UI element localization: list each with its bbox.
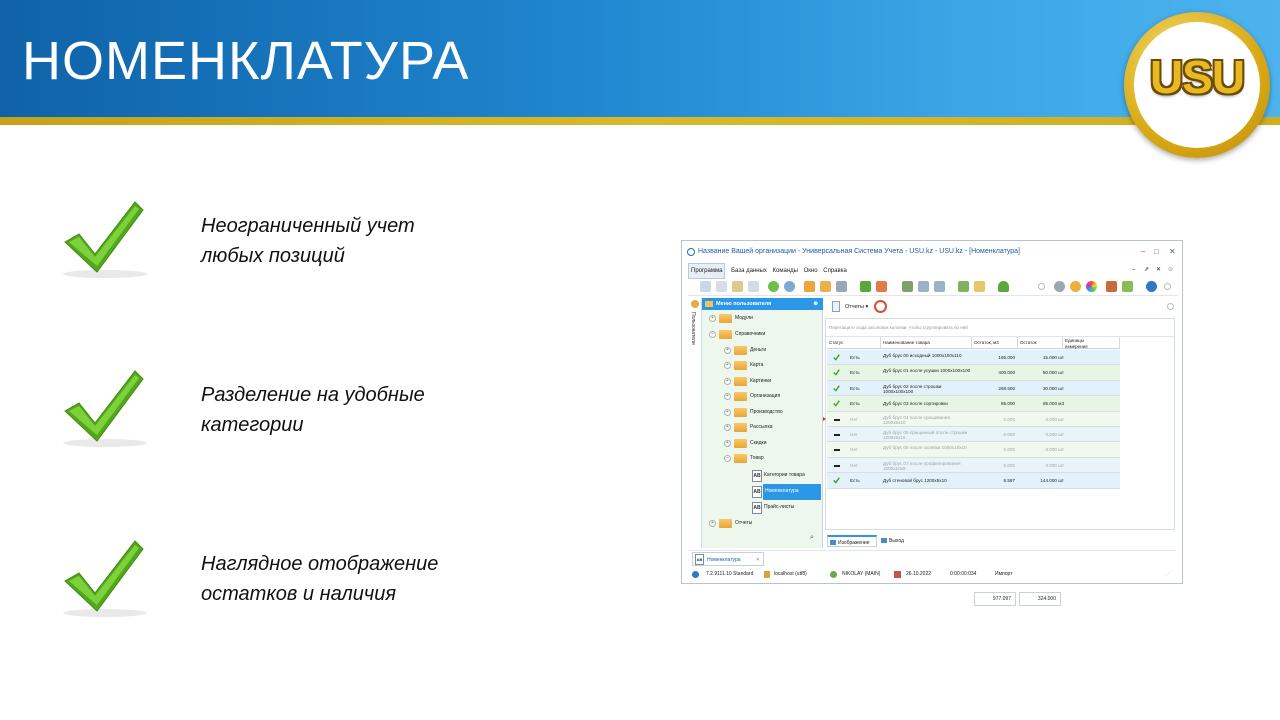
balance-cell: 30.000 шт — [1042, 385, 1064, 391]
tab-exit-label: Выход — [889, 538, 904, 544]
tree-item-directories[interactable] — [702, 327, 823, 343]
folder-icon — [719, 314, 732, 323]
name-cell: Дуб брус 02 после строшки 1000х100х100 — [883, 383, 942, 394]
status-action: Импорт — [995, 571, 1013, 577]
export-icon[interactable] — [902, 281, 913, 292]
status-label: Нет — [850, 462, 858, 468]
copy-icon[interactable] — [716, 281, 727, 292]
expand-icon: + — [724, 409, 731, 416]
tree-item-label: Деньги — [750, 347, 767, 353]
tree-item-label: Номенклатура — [763, 484, 821, 500]
status-label: Нет — [850, 447, 858, 453]
name-cell: Дуб стеновой брус 1200х5х10 — [883, 478, 947, 484]
info-icon — [692, 571, 699, 578]
table-row[interactable] — [827, 365, 1120, 380]
report-doc-icon: AB — [752, 502, 762, 514]
database-icon — [764, 571, 770, 578]
dash-icon — [834, 434, 840, 436]
col-volume-label: Остаток, м3 — [974, 340, 999, 345]
check-icon — [57, 367, 153, 453]
col-balance[interactable] — [1018, 337, 1063, 349]
status-label: Есть — [850, 401, 860, 407]
resize-grip-icon[interactable]: ⋰ — [1166, 571, 1171, 577]
table-row[interactable] — [827, 427, 1120, 442]
status-version: 7.2.9111.10 Standard — [706, 571, 754, 577]
table-row[interactable] — [827, 350, 1120, 365]
volume-cell: 0.000 — [1003, 416, 1015, 422]
flag-icon[interactable] — [860, 281, 871, 292]
tree-item-reports[interactable] — [702, 516, 823, 532]
window-titlebar — [682, 241, 1182, 263]
image-icon — [830, 540, 836, 545]
toggle-icon[interactable] — [1038, 283, 1045, 290]
filter-edit-icon[interactable] — [820, 281, 831, 292]
refresh-icon[interactable] — [768, 281, 779, 292]
collapse-panel-icon[interactable] — [1167, 303, 1174, 310]
expand-icon: + — [709, 520, 716, 527]
status-bar — [688, 568, 1176, 581]
logo-text: USU — [1149, 51, 1245, 103]
menu-window[interactable]: Окно — [803, 268, 818, 274]
status-database: localhost (utf8) — [774, 571, 807, 577]
bullet-2-line-2: категории — [201, 414, 304, 436]
bullet-3 — [201, 549, 501, 609]
menu-help[interactable]: Справка — [823, 268, 847, 274]
tree-item-nomenclature[interactable] — [702, 484, 823, 500]
user-menu-title: Меню пользователя — [716, 301, 772, 307]
balance-cell: 15.000 шт — [1042, 355, 1064, 360]
note-icon[interactable] — [974, 281, 985, 292]
collapse-icon: – — [709, 331, 716, 338]
check-mark-icon — [833, 385, 840, 392]
status-cell — [827, 365, 881, 380]
palette-icon[interactable] — [1086, 281, 1097, 292]
folder-icon — [734, 408, 747, 417]
volume-cell: 400.000 — [998, 370, 1015, 376]
bullet-1-line-1: Неограниченный учет — [201, 215, 415, 237]
tree-search-icon[interactable]: ⌕ — [810, 534, 814, 541]
group-panel-hint: Перетащите сюда заголовок колонки, чтобы сгруппировать по ней — [826, 319, 1174, 337]
status-cell — [827, 473, 881, 488]
tree-item-label: Рассылка — [750, 424, 773, 430]
volume-cell: 0.000 — [1003, 447, 1015, 453]
expand-icon: + — [724, 393, 731, 400]
folder-icon — [719, 330, 732, 339]
col-status-label: Статус — [829, 340, 844, 345]
edit-icon[interactable] — [732, 281, 743, 292]
balance-cell: 50.000 шт — [1042, 370, 1064, 376]
volume-cell: 165.000 — [998, 355, 1015, 360]
expand-icon: + — [724, 362, 731, 369]
folder-icon — [734, 346, 747, 355]
move-down-icon[interactable] — [934, 281, 945, 292]
usu-logo — [1124, 12, 1270, 158]
name-cell: Дуб брус 03 после сортировки — [883, 401, 948, 407]
bullet-1 — [201, 211, 501, 271]
status-user: NIKOLAY (MAIN) — [842, 571, 881, 577]
collapse-toolbar-icon[interactable] — [1164, 283, 1171, 290]
status-cell — [827, 458, 881, 473]
exit-icon — [881, 538, 887, 543]
status-timer: 0:00:00:034 — [950, 571, 977, 577]
collapse-icon: – — [724, 455, 731, 462]
folder-icon — [734, 392, 747, 401]
report-doc-icon: AB — [695, 554, 704, 565]
new-icon[interactable] — [700, 281, 711, 292]
users-icon[interactable] — [1106, 281, 1117, 292]
menu-database[interactable]: База данных — [731, 268, 767, 274]
tree-item-pictures[interactable] — [702, 374, 823, 390]
status-label: Есть — [850, 370, 860, 376]
tree-item-goods[interactable] — [702, 451, 823, 467]
tree-item-label: Карта — [750, 362, 764, 368]
folder-icon — [734, 377, 747, 386]
status-label: Нет — [850, 432, 858, 437]
status-label: Есть — [850, 385, 860, 391]
report-doc-icon: AB — [752, 470, 762, 482]
table-row[interactable] — [827, 473, 1120, 488]
move-up-icon[interactable] — [918, 281, 929, 292]
name-cell: Дуб брус 01 после усушки 1000х100х100 — [883, 368, 971, 374]
volume-cell: 8.597 — [1003, 478, 1015, 484]
col-volume[interactable] — [972, 337, 1018, 349]
folder-icon — [734, 439, 747, 448]
bullet-2-line-1: Разделение на удобные — [201, 384, 425, 406]
tree-item-label: Скидки — [750, 440, 767, 446]
mdi-collapse-button[interactable]: ⊖ — [1168, 267, 1174, 273]
app-window — [681, 240, 1183, 602]
tree-item-discounts[interactable] — [702, 436, 823, 452]
volume-cell: 268.500 — [998, 385, 1015, 391]
expand-icon: + — [724, 378, 731, 385]
window-title: Название Вашей организации - Универсальная Система Учета - USU.kz - USU.kz - [Номенклатура] — [698, 248, 1020, 255]
col-balance-label: Остаток — [1020, 340, 1037, 345]
status-label: Есть — [850, 355, 860, 360]
minimize-window-button[interactable]: – — [1141, 247, 1146, 256]
balance-cell: 144.000 шт — [1040, 478, 1064, 484]
pin-icon[interactable]: ⊕ — [813, 301, 818, 307]
reports-dropdown[interactable]: Отчеты ▾ — [845, 304, 869, 310]
folder-icon — [734, 423, 747, 432]
close-window-button[interactable]: ✕ — [1169, 247, 1176, 256]
name-cell: Дуб брус 00 исходный 1000х100х110 — [883, 353, 962, 358]
user-icon — [830, 571, 837, 578]
col-units[interactable] — [1063, 337, 1120, 349]
tree-item-label: Модули — [735, 315, 753, 321]
expand-icon: + — [724, 424, 731, 431]
status-cell — [827, 412, 881, 427]
side-strip-label[interactable]: Пользователи — [690, 312, 696, 345]
mdi-restore-button[interactable]: ⇗ — [1144, 267, 1150, 273]
check-icon — [57, 537, 153, 623]
filter-icon[interactable] — [804, 281, 815, 292]
tree-item-label: Картинки — [750, 378, 772, 384]
tab-image[interactable] — [827, 535, 877, 547]
toolbar — [688, 278, 1178, 296]
menu-bar — [688, 263, 1180, 277]
name-cell: Дуб брус 04 после сращивания 1200х5х10 — [883, 414, 950, 425]
dash-icon — [834, 449, 840, 451]
tree-item-organization[interactable] — [702, 389, 823, 405]
table-row[interactable] — [827, 442, 1120, 457]
status-cell — [827, 442, 881, 457]
gear-icon[interactable] — [1054, 281, 1065, 292]
total-volume: 977.097 — [974, 592, 1016, 606]
report-icon[interactable] — [832, 301, 840, 312]
balance-cell: 0.000 шт — [1045, 416, 1064, 422]
col-status[interactable] — [827, 337, 881, 349]
current-row-pointer — [823, 417, 826, 421]
app-icon — [687, 248, 695, 256]
tree-item-label: Категории товара — [764, 472, 805, 478]
doc-tab-label: Номенклатура — [707, 557, 741, 563]
balance-cell: 0.000 шт — [1045, 432, 1064, 437]
col-units-label: Единицы измерения — [1065, 338, 1088, 349]
check-mark-icon — [833, 369, 840, 376]
tree-item-label: Прайс-листы — [764, 504, 795, 510]
folder-icon — [734, 361, 747, 370]
status-label: Нет — [850, 416, 858, 422]
dash-icon — [834, 465, 840, 467]
tree-item-label: Организация — [750, 393, 781, 399]
expand-icon: + — [724, 440, 731, 447]
tree-item-label: Отчеты — [735, 520, 753, 526]
search-icon[interactable] — [784, 281, 795, 292]
page-title: НОМЕНКЛАТУРА — [22, 31, 470, 91]
status-label: Есть — [850, 478, 860, 484]
info-icon[interactable] — [1146, 281, 1157, 292]
add-row-icon[interactable] — [958, 281, 969, 292]
check-mark-icon — [833, 477, 840, 484]
bullet-2 — [201, 380, 501, 440]
picture-icon[interactable] — [876, 281, 887, 292]
delete-icon[interactable] — [748, 281, 759, 292]
balance-cell: 0.000 шт — [1045, 447, 1064, 453]
col-name-label: Наименование товара — [883, 340, 930, 345]
grid-header — [827, 337, 1120, 349]
shield-icon[interactable] — [1070, 281, 1081, 292]
status-cell — [827, 396, 881, 411]
tab-exit[interactable] — [879, 535, 915, 547]
tab-image-label: Изображение — [838, 540, 870, 546]
bullet-1-line-2: любых позиций — [201, 245, 345, 267]
user-icon[interactable] — [691, 300, 699, 308]
menu-commands[interactable]: Команды — [772, 268, 798, 274]
menu-program[interactable]: Программа — [688, 263, 725, 279]
table-row[interactable] — [827, 396, 1120, 411]
folder-icon — [719, 519, 732, 528]
status-cell — [827, 350, 881, 365]
calendar-icon — [894, 571, 901, 578]
status-date: 26.10.2022 — [906, 571, 932, 577]
tree-item-goods-categories[interactable] — [702, 468, 823, 484]
table-row[interactable] — [827, 381, 1120, 396]
check-mark-icon — [833, 354, 840, 361]
download-icon[interactable] — [998, 281, 1009, 292]
status-cell — [827, 427, 881, 442]
maximize-window-button[interactable]: □ — [1154, 247, 1159, 256]
balance-cell: 85.000 м3 — [1042, 401, 1064, 407]
table-row[interactable] — [827, 458, 1120, 473]
tree-item-label: Справочники — [735, 331, 766, 337]
tree-item-production[interactable] — [702, 405, 823, 421]
tree-item-label: Производство — [750, 409, 783, 415]
doc-tab-nomenclature[interactable] — [692, 552, 764, 566]
tree-item-modules[interactable] — [702, 311, 823, 327]
volume-cell: 85.000 — [1000, 401, 1015, 407]
status-cell — [827, 381, 881, 396]
tree-item-price-lists[interactable] — [702, 500, 823, 516]
document-tabs — [688, 550, 1176, 566]
bullet-3-line-2: остатков и наличия — [201, 583, 397, 605]
clock-icon[interactable] — [874, 300, 887, 313]
name-cell: Дуб брус 07 после профилирования 1000х10х9 — [883, 460, 961, 471]
tree-item-map[interactable] — [702, 358, 823, 374]
check-mark-icon — [833, 400, 840, 407]
report-doc-icon: AB — [752, 486, 762, 498]
folder-icon — [734, 454, 747, 463]
check-icon — [57, 198, 153, 284]
balance-cell: 0.000 шт — [1045, 462, 1064, 468]
volume-cell: 0.000 — [1003, 432, 1015, 437]
tree-item-money[interactable] — [702, 343, 823, 359]
user-menu-tree — [702, 298, 823, 548]
dash-icon — [834, 419, 840, 421]
tree-item-mailing[interactable] — [702, 420, 823, 436]
col-name[interactable] — [881, 337, 972, 349]
expand-icon: + — [709, 315, 716, 322]
table-row[interactable] — [827, 412, 1120, 427]
tree-item-label: Товар — [750, 455, 764, 461]
header-gold-line — [0, 117, 1280, 125]
mdi-close-button[interactable]: ✕ — [1156, 267, 1162, 273]
volume-cell: 0.000 — [1003, 462, 1015, 468]
mdi-minimize-button[interactable]: – — [1132, 267, 1136, 273]
name-cell: Дуб брус 05 сращенный после строшки 1200х5х10 — [883, 430, 968, 440]
reports-label: Отчеты — [845, 304, 865, 310]
menu-folder-icon — [705, 301, 713, 307]
filter-clear-icon[interactable] — [836, 281, 847, 292]
user-menu-header — [702, 298, 823, 310]
side-strip — [688, 298, 702, 548]
bullet-3-line-1: Наглядное отображение — [201, 553, 439, 575]
modules-icon[interactable] — [1122, 281, 1133, 292]
doc-tab-close-icon[interactable]: ✕ — [755, 557, 760, 563]
expand-icon: + — [724, 347, 731, 354]
name-cell: Дуб брус 06 после склейки 1000х10х10 — [883, 445, 967, 451]
total-balance: 324.000 — [1019, 592, 1061, 606]
